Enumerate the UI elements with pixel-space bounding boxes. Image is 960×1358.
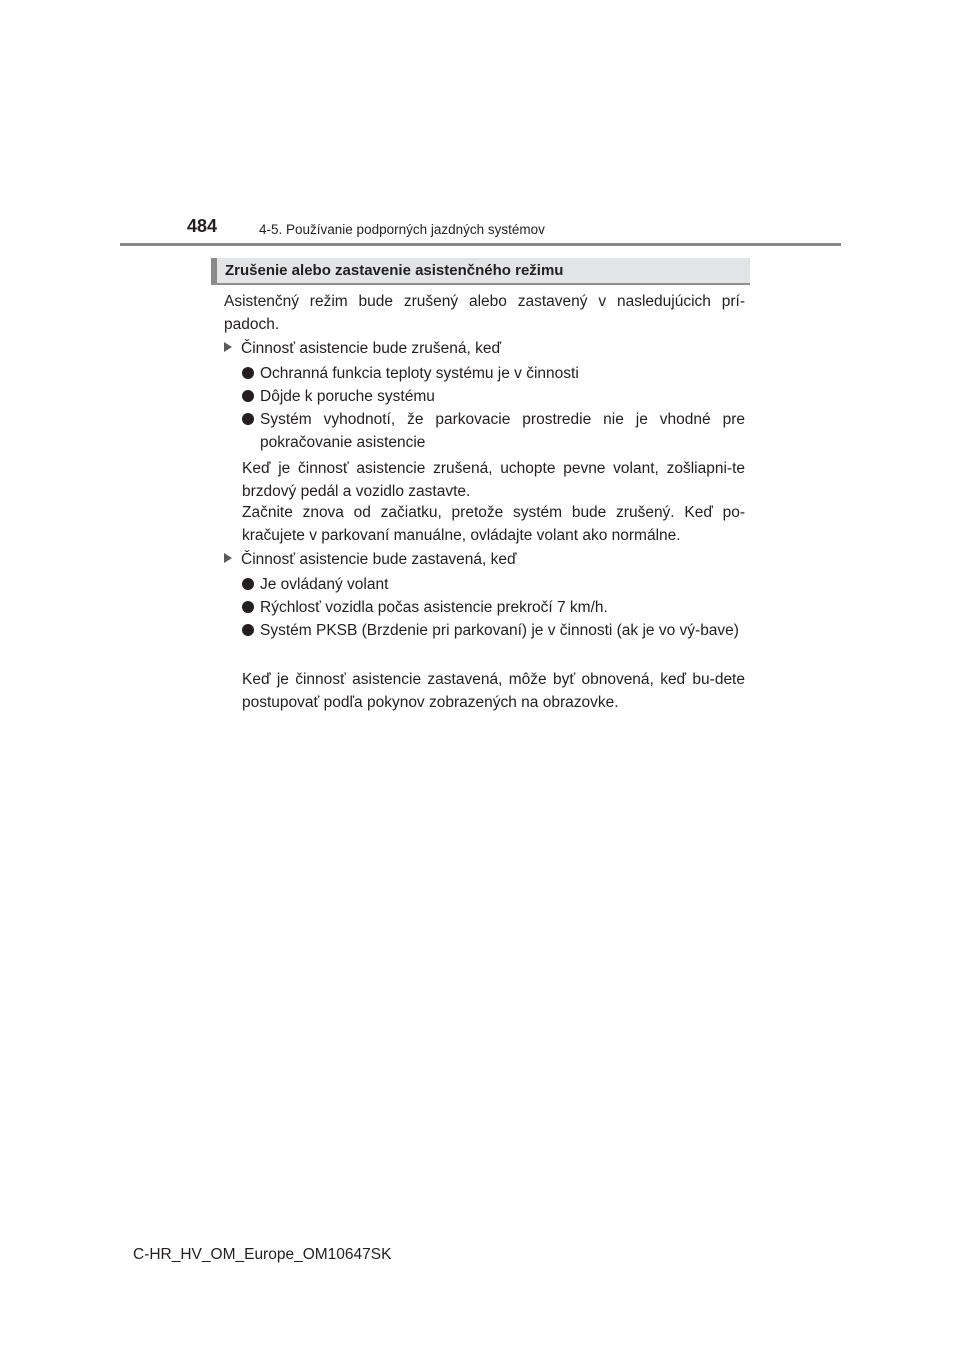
- list-item-text: Systém vyhodnotí, že parkovacie prostredie nie je vhodné pre pokračovanie asistencie: [260, 411, 745, 451]
- list-item: [242, 385, 745, 408]
- bullet-dot-icon: [242, 578, 254, 590]
- list-item: [242, 619, 745, 642]
- header-divider: [120, 243, 841, 246]
- list-item: [242, 596, 745, 619]
- triangle-bullet-icon: [224, 342, 232, 352]
- section-accent-bar: [211, 258, 217, 283]
- chapter-title: 4-5. Používanie podporných jazdných systémov: [259, 222, 545, 237]
- list-item: [242, 573, 745, 596]
- list-item-text: Dôjde k poruche systému: [260, 388, 435, 405]
- list-item: [242, 408, 745, 454]
- bullet-dot-icon: [242, 367, 254, 379]
- triangle-bullet-icon: [224, 553, 232, 563]
- stopped-heading: [224, 548, 517, 571]
- stopped-note: Keď je činnosť asistencie zastavená, môže byť obnovená, keď bu-dete postupovať podľa pokynov zobrazených na obrazovke.: [242, 671, 745, 711]
- stopped-heading-text: Činnosť asistencie bude zastavená, keď: [241, 551, 517, 568]
- cancelled-note-2: Začnite znova od začiatku, pretože systém bude zrušený. Keď po-kračujete v parkovaní manuálne, ovládajte volant ako normálne.: [242, 504, 745, 544]
- page-number: 484: [187, 216, 218, 236]
- bullet-dot-icon: [242, 413, 254, 425]
- cancelled-note-1: Keď je činnosť asistencie zrušená, uchopte pevne volant, zošliapni-te brzdový pedál a vozidlo zastavte.: [242, 460, 745, 500]
- list-item-text: Systém PKSB (Brzdenie pri parkovaní) je v činnosti (ak je vo vý-bave): [260, 622, 739, 639]
- section-title: Zrušenie alebo zastavenie asistenčného režimu: [225, 262, 564, 279]
- list-item: [242, 362, 745, 385]
- bullet-dot-icon: [242, 390, 254, 402]
- intro-paragraph: Asistenčný režim bude zrušený alebo zastavený v nasledujúcich prí-padoch.: [224, 293, 745, 333]
- list-item-text: Je ovládaný volant: [260, 576, 389, 593]
- list-item-text: Ochranná funkcia teploty systému je v činnosti: [260, 365, 579, 382]
- bullet-dot-icon: [242, 624, 254, 636]
- section-header-bar: [211, 258, 750, 285]
- cancelled-heading-text: Činnosť asistencie bude zrušená, keď: [241, 340, 502, 357]
- list-item-text: Rýchlosť vozidla počas asistencie prekročí 7 km/h.: [260, 599, 608, 616]
- document-id: C-HR_HV_OM_Europe_OM10647SK: [133, 1246, 392, 1263]
- bullet-dot-icon: [242, 601, 254, 613]
- cancelled-heading: [224, 337, 501, 360]
